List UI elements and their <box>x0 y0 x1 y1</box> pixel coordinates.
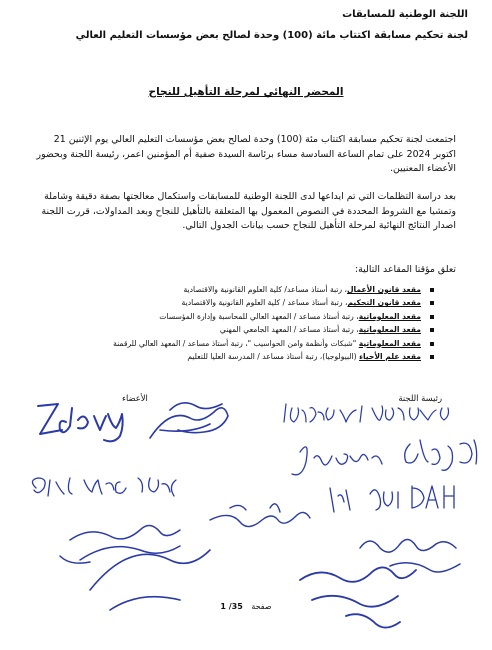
bullet-icon <box>430 355 434 359</box>
seat-item <box>104 337 434 350</box>
seat-detail: "شبكات وأنظمة وامن الحواسيب "، رتبة أستاذ مساعد / المعهد العالي للرقمنة <box>113 338 359 348</box>
signature-sidi <box>32 478 176 496</box>
letterhead <box>28 6 468 44</box>
seat-item <box>104 310 434 323</box>
document-title: المحضر النهائي لمرحلة التأهيل للنجاح <box>148 86 344 98</box>
seat-detail: ، رتبة أستاذ مساعد / المعهد الجامعي المهني <box>219 325 359 335</box>
paragraph-meeting: اجتمعت لجنة تحكيم مسابقة اكتتاب مئة (100) وحدة لصالح بعض مؤسسات التعليم العالي يوم الإثنين 21 اكتوبر 2024 على تمام الساعة السادسة مساء برئاسة السيدة صفية أم المؤمنين اعمر، رئيسة اللجنة وبحضور الأعضاء المعنيين. <box>36 134 456 174</box>
seat-detail: ، رتبة أستاذ مساعد/ كلية العلوم القانونية والاقتصادية <box>183 285 347 294</box>
president-label: رئيسة اللجنة <box>398 393 442 403</box>
page-number: 35/ 1 <box>220 602 243 611</box>
seat-name: مقعد قانون التحكيم <box>347 298 421 308</box>
seat-name: مقعد المعلوماتية <box>358 338 421 348</box>
seat-item <box>104 296 434 309</box>
seats-list <box>104 283 434 363</box>
signature-arabic-6 <box>90 550 210 610</box>
signature-arabic-4 <box>360 539 460 572</box>
seat-name: مقعد المعلوماتية <box>358 311 421 321</box>
handwritten-signatures <box>0 400 492 650</box>
signature-zdeny <box>38 404 123 441</box>
bullet-icon <box>430 301 434 305</box>
seat-name: مقعد المعلوماتية <box>358 325 421 335</box>
members-label: الأعضاء <box>122 393 148 403</box>
bullet-icon <box>430 288 434 292</box>
subcommittee-name: لجنة تحكيم مسابقة اكتتاب مائة (100) وحدة لصالح بعض مؤسسات التعليم العالي <box>75 30 468 41</box>
seat-name: مقعد علم الأحياء <box>359 352 421 362</box>
seat-detail: ، رتبة أستاذ مساعد / كلية العلوم القانونية والاقتصادية <box>181 298 348 308</box>
signature-mohamed-dah <box>330 486 454 512</box>
committee-name: اللجنة الوطنية للمسابقات <box>342 9 468 20</box>
seat-detail: ، رتبة أستاذ مساعد / المعهد العالي للمحاسبة وإدارة المؤسسات <box>159 311 359 321</box>
seat-item <box>104 283 434 296</box>
signature-arabic-1 <box>150 403 228 438</box>
seat-name: مقعد قانون الأعمال <box>346 285 421 294</box>
seat-item <box>104 323 434 336</box>
paragraph-decision: بعد دراسة التظلمات التي تم ايداعها لدى اللجنة الوطنية للمسابقات واستكمال معالجتها بصفة دقيقة وشاملة وتمشيا مع الشروط المحددة في النصوص المعمول بها المتعلقة بالتأهيل للنجاح وبعد المداولات، قررت اللجنة اصدار النتائج النهائية لمرحلة التأهيل للنجاح حسب بيانات الجدول التالي. <box>41 191 456 231</box>
seat-detail: (البيولوجيا)، رتبة أستاذ مساعد / المدرسة العليا للتعليم <box>187 352 360 362</box>
signature-djeinaba <box>292 440 477 475</box>
signature-arabic-5 <box>300 567 416 627</box>
page-label: صفحة <box>251 602 272 611</box>
page-footer <box>0 602 492 611</box>
seat-item <box>104 350 434 363</box>
bullet-icon <box>430 328 434 332</box>
signature-ibrahima <box>284 404 449 422</box>
seats-intro: تعلق مؤقتا المقاعد التالية: <box>354 264 456 275</box>
bullet-icon <box>430 342 434 346</box>
bullet-icon <box>430 315 434 319</box>
signature-arabic-2 <box>210 504 310 527</box>
